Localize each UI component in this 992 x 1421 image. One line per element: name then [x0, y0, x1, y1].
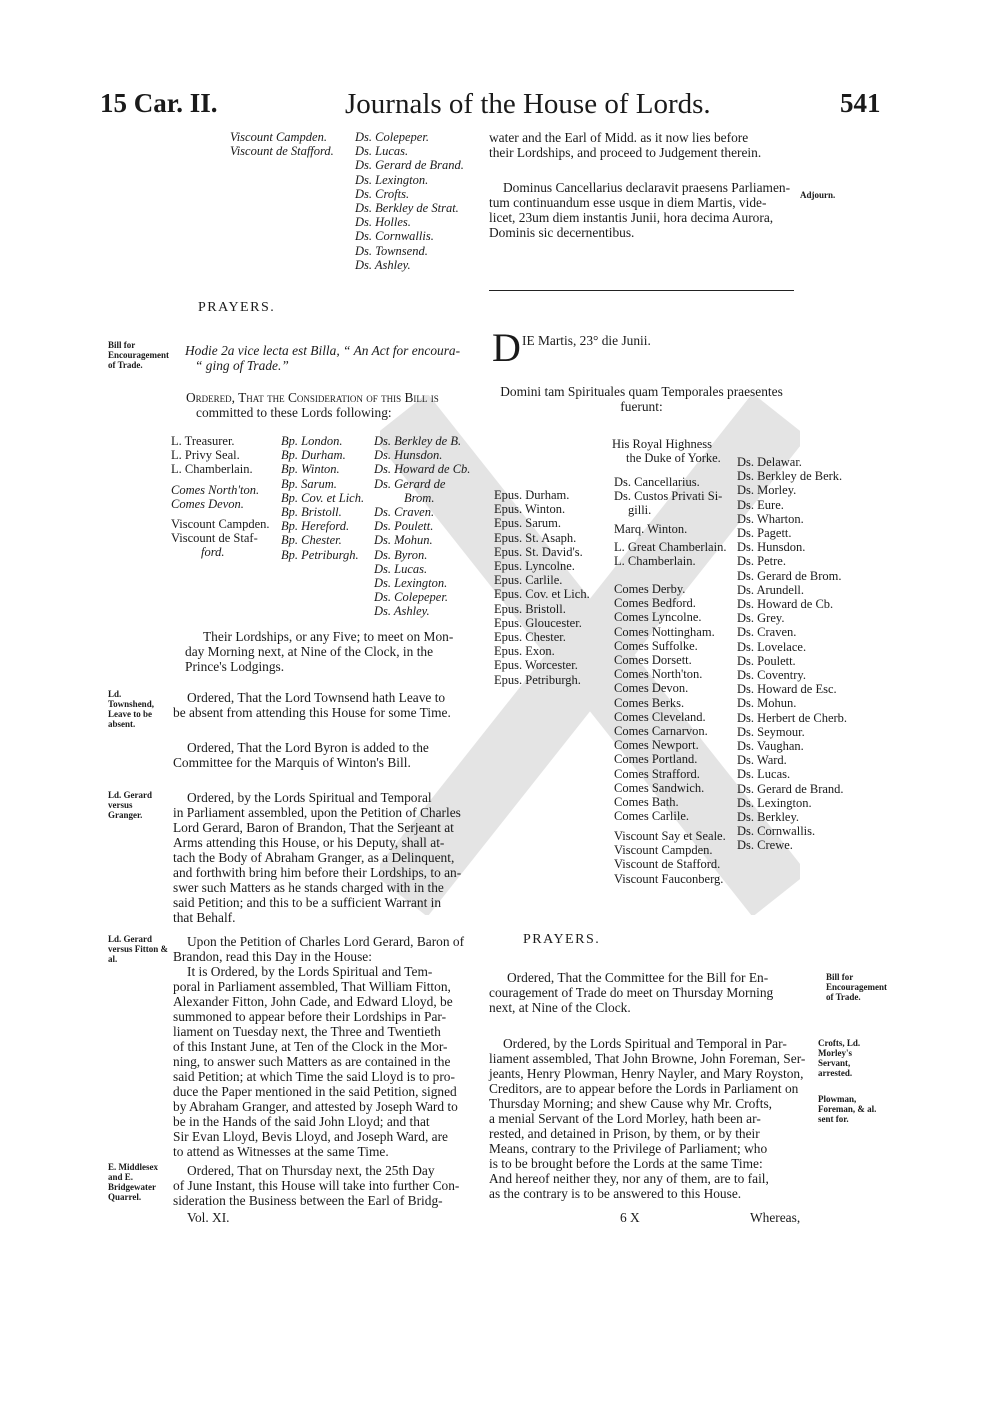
margin-note-adjourn: Adjourn. [800, 190, 836, 200]
continuation-text: water and the Earl of Midd. as it now lies before their Lordships, and proceed to Judgement therein. [489, 130, 762, 160]
present-viscounts: Viscount Say et Seale. Viscount Campden. Viscount de Stafford. Viscount Fauconberg. [614, 829, 726, 886]
page-number: 541 [840, 88, 881, 118]
prayers-heading: PRAYERS. [198, 300, 276, 315]
present-officers: Ds. Cancellarius. Ds. Custos Privati Si- gilli. Marq. Winton. L. Great Chamberlain. L. Chamberlain. [614, 475, 727, 569]
order-gerard-granger: Ordered, by the Lords Spiritual and Temporal in Parliament assembled, upon the Petition of Charles Lord Gerard, Baron of Brandon, That the Serjeant at Arms attending this House, or his Deputy, shall at- tach the Body of Abraham Granger, as a Delinquent, and forthwith bring him before their Lordships, to an- swer such Matters as he stands charged with in the said Petition; and this to be a sufficient Warrant in that Behalf. [173, 790, 462, 925]
margin-note-middlesex: E. Middlesex and E. Bridgewater Quarrel. [108, 1162, 159, 1202]
margin-note-committee-meet: Bill for Encouragement of Trade. [826, 972, 887, 1002]
order-middlesex: Ordered, That on Thursday next, the 25th Day of June Instant, this House will take into further Con- sideration the Business between the Earl of Bridg- [173, 1163, 460, 1208]
order-townshend: Ordered, That the Lord Townsend hath Leave to be absent from attending this House for some Time. [173, 690, 451, 720]
running-head-title: Journals of the House of Lords. [345, 88, 711, 120]
order-crofts: Ordered, by the Lords Spiritual and Temporal in Par- liament assembled, That John Browne, John Foreman, Ser- jeants, Henry Plowman, Henry Nayler, and Mary Royston, Creditors, are to appear before the Lords in Parliament on Thursday Morning; and shew Cause why Mr. Crofts, a menial Servant of the Lord Morley, hath been ar- rested, and detained in Prison, by them, or by their Means, contrary to the Privilege of Parliament; who is to be brought before the Lords at the same Time: And hereof neither they, nor any of them, are to fail, as the contrary is to be answered to this House. [489, 1036, 806, 1201]
volume-signature: Vol. XI. [187, 1210, 230, 1225]
section-rule [489, 290, 794, 291]
date-dropcap: D [492, 325, 521, 370]
signature-mark: 6 X [620, 1210, 640, 1225]
attendance-barons-top: Ds. Colepeper. Ds. Lucas. Ds. Gerard de Brand. Ds. Lexington. Ds. Crofts. Ds. Berkley de Strat. Ds. Holles. Ds. Cornwallis. Ds. Townsend. Ds. Ashley. [355, 130, 464, 272]
committee-col-officers: L. Treasurer. L. Privy Seal. L. Chamberlain. Comes North'ton. Comes Devon. Viscount Campden. Viscount de Staf- ford. [171, 434, 270, 560]
margin-note-crofts: Crofts, Ld. Morley's Servant, arrested. [818, 1038, 861, 1078]
attendance-viscounts-top: Viscount Campden. Viscount de Stafford. [230, 130, 334, 159]
running-head-left: 15 Car. II. [100, 88, 218, 118]
present-earls: Comes Derby. Comes Bedford. Comes Lyncolne. Comes Nottingham. Comes Suffolke. Comes Dorsett. Comes North'ton. Comes Devon. Comes Berks. Comes Cleveland. Comes Carnarvon. Comes Newport. Comes Portland. Comes Strafford. Comes Sandwich. Comes Bath. Comes Carlile. [614, 582, 715, 824]
adjournment: Dominus Cancellarius declaravit praesens Parliamen- tum continuandum esse usque in diem Martis, vide- licet, 23um diem instantis Junii, hora decima Aurora, Dominis sic decernentibus. [489, 180, 791, 240]
present-bishops: Epus. Durham. Epus. Winton. Epus. Sarum. Epus. St. Asaph. Epus. St. David's. Epus. Lyncolne. Epus. Carlile. Epus. Cov. et Lich. Epus. Bristoll. Epus. Gloucester. Epus. Chester. Epus. Exon. Epus. Worcester. Epus. Petriburgh. [494, 488, 590, 687]
order-byron: Ordered, That the Lord Byron is added to the Committee for the Marquis of Winton's Bill. [173, 740, 429, 770]
bill-reading: Hodie 2a vice lecta est Billa, “ An Act for encoura- “ ging of Trade.” [185, 343, 461, 373]
present-royal: His Royal Highness the Duke of Yorke. [612, 437, 721, 466]
committee-order: Ordered, That the Consideration of this Bill is committed to these Lords following: [186, 390, 439, 420]
order-gerard-fitton: Upon the Petition of Charles Lord Gerard, Baron of Brandon, read this Day in the House: It is Ordered, by the Lords Spiritual and Tem- poral in Parliament assembled, That William Fitton, Alexander Fitton, John Cade, and Edward Lloyd, be summoned to appear before their Lordships in Par- liament on Tuesday next, the Three and Twentieth of this Instant June, at Ten of the Clock in the Mor- ning, to answer such Matters as are contained in the said Petition; at which Time the said Lloyd is to pro- duce the Paper mentioned in the said Petition, signed by Abraham Granger, and attested by Joseph Ward to be in the Hands of the said John Lloyd; and that Sir Evan Lloyd, Bevis Lloyd, and Joseph Ward, are to attend as Witnesses at the same Time. [173, 934, 465, 1159]
margin-note-townshend: Ld. Townshend, Leave to be absent. [108, 689, 154, 729]
catchword: Whereas, [750, 1210, 801, 1225]
margin-note-plowman: Plowman, Foreman, & al. sent for. [818, 1094, 877, 1124]
order-committee-meet: Ordered, That the Committee for the Bill for En- couragement of Trade do meet on Thursday Morning next, at Nine of the Clock. [489, 970, 774, 1015]
present-barons: Ds. Delawar. Ds. Berkley de Berk. Ds. Morley. Ds. Eure. Ds. Wharton. Ds. Pagett. Ds. Hunsdon. Ds. Petre. Ds. Gerard de Brom. Ds. Arundell. Ds. Howard de Cb. Ds. Grey. Ds. Craven. Ds. Lovelace. Ds. Poulett. Ds. Coventry. Ds. Howard de Esc. Ds. Mohun. Ds. Herbert de Cherb. Ds. Seymour. Ds. Vaughan. Ds. Ward. Ds. Lucas. Ds. Gerard de Brand. Ds. Lexington. Ds. Berkley. Ds. Cornwallis. Ds. Crewe. [737, 455, 848, 853]
present-intro: Domini tam Spirituales quam Temporales praesentes fuerunt: [500, 384, 783, 414]
committee-col-bishops: Bp. London. Bp. Durham. Bp. Winton. Bp. Sarum. Bp. Cov. et Lich. Bp. Bristoll. Bp. Hereford. Bp. Chester. Bp. Petriburgh. [281, 434, 365, 562]
margin-note-gerard-granger: Ld. Gerard versus Granger. [108, 790, 152, 820]
margin-note-bill: Bill for Encouragement of Trade. [108, 340, 169, 370]
margin-note-gerard-fitton: Ld. Gerard versus Fitton & al. [108, 934, 168, 964]
committee-meeting: Their Lordships, or any Five; to meet on Mon- day Morning next, at Nine of the Clock, in the Prince's Lodgings. [185, 629, 454, 674]
prayers-heading-2: PRAYERS. [523, 932, 601, 947]
committee-col-barons: Ds. Berkley de B. Ds. Hunsdon. Ds. Howard de Cb. Ds. Gerard de Brom. Ds. Craven. Ds. Poulett. Ds. Mohun. Ds. Byron. Ds. Lucas. Ds. Lexington. Ds. Colepeper. Ds. Ashley. [374, 434, 471, 619]
date-heading: IE Martis, 23° die Junii. [522, 333, 651, 348]
